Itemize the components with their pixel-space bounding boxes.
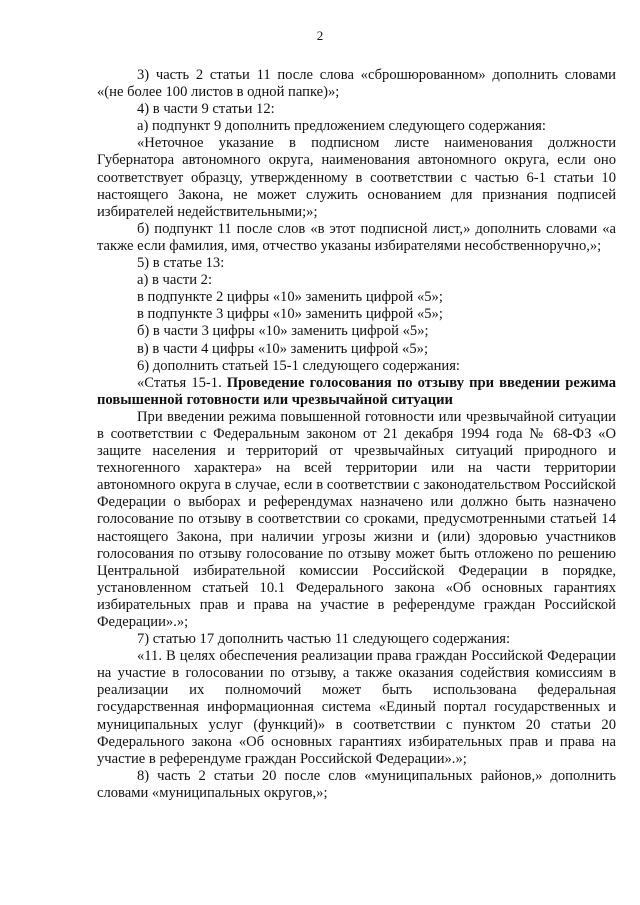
paragraph-item-5a-2: в подпункте 3 цифры «10» заменить цифрой «5»; <box>137 306 443 323</box>
page-number: 2 <box>316 28 324 43</box>
paragraph-item-7: 7) статью 17 дополнить частью 11 следующего содержания: <box>137 631 511 648</box>
paragraph-item-5c: в) в части 4 цифры «10» заменить цифрой «5»; <box>137 340 429 357</box>
article-heading <box>97 375 616 409</box>
article-heading-prefix: «Статья 15-1. <box>137 374 227 391</box>
paragraph-item-8: 8) часть 2 статьи 20 после слов «муниципальных районов,» дополнить словами «муниципальных округов,»; <box>97 767 616 801</box>
paragraph-quote-4a: «Неточное указание в подписном листе наименования должности Губернатора автономного округа, наименования автономного округа, если оно соответствует образцу, утвержденному в соответствии с частью 6-1 статьи 10 настоящего Закона, не может служить основанием для признания подписей избирателей недействительными;»; <box>97 135 616 220</box>
article-body: При введении режима повышенной готовности или чрезвычайной ситуации в соответствии с Федеральным законом от 21 декабря 1994 года № 68-ФЗ «О защите населения и территорий от чрезвычайных ситуаций природного и техногенного характера» на всей территории или на части территории автономного округа в случае, если в соответствии с законодательством Российской Федерации о выборах и референдумах назначено или должно быть назначено голосование по отзыву в соответствии со сроками, предусмотренными статьей 14 настоящего Закона, при наличии угрозы жизни и (или) здоровью участников голосования по отзыву голосование по отзыву может быть отложено по решению Центральной избирательной комиссии Российской Федерации в порядке, установленном статьей 10.1 Федерального закона «Об основных гарантиях избирательных прав и права на участие в референдуме граждан Российской Федерации».»; <box>97 408 616 630</box>
paragraph-item-4b: б) подпункт 11 после слов «в этот подписной лист,» дополнить словами «а также если фамилия, имя, отчество указаны избирателями несобственноручно,»; <box>97 220 616 254</box>
paragraph-item-5a-1: в подпункте 2 цифры «10» заменить цифрой «5»; <box>137 289 443 306</box>
paragraph-item-3: 3) часть 2 статьи 11 после слова «сброшюрованном» дополнить словами «(не более 100 листов в одной папке)»; <box>97 67 616 101</box>
paragraph-item-5: 5) в статье 13: <box>137 255 225 272</box>
paragraph-item-4a: а) подпункт 9 дополнить предложением следующего содержания: <box>137 118 546 135</box>
document-body <box>97 67 616 802</box>
paragraph-item-5b: б) в части 3 цифры «10» заменить цифрой «5»; <box>137 323 429 340</box>
paragraph-item-4: 4) в части 9 статьи 12: <box>137 101 275 118</box>
paragraph-item-6: 6) дополнить статьей 15-1 следующего содержания: <box>137 357 460 374</box>
article-heading-title: Проведение голосования по отзыву при введении режима повышенной готовности или чрезвычайной ситуации <box>97 374 616 408</box>
paragraph-item-5a: а) в части 2: <box>137 272 213 289</box>
paragraph-quote-7: «11. В целях обеспечения реализации права граждан Российской Федерации на участие в голосовании по отзыву, а также оказания содействия комиссиям в реализации их полномочий может быть использована федеральная государственная информационная система «Единый портал государственных и муниципальных услуг (функций)» в соответствии с пунктом 20 статьи 20 Федерального закона «Об основных гарантиях избирательных прав и права на участие в референдуме граждан Российской Федерации».»; <box>97 648 616 767</box>
